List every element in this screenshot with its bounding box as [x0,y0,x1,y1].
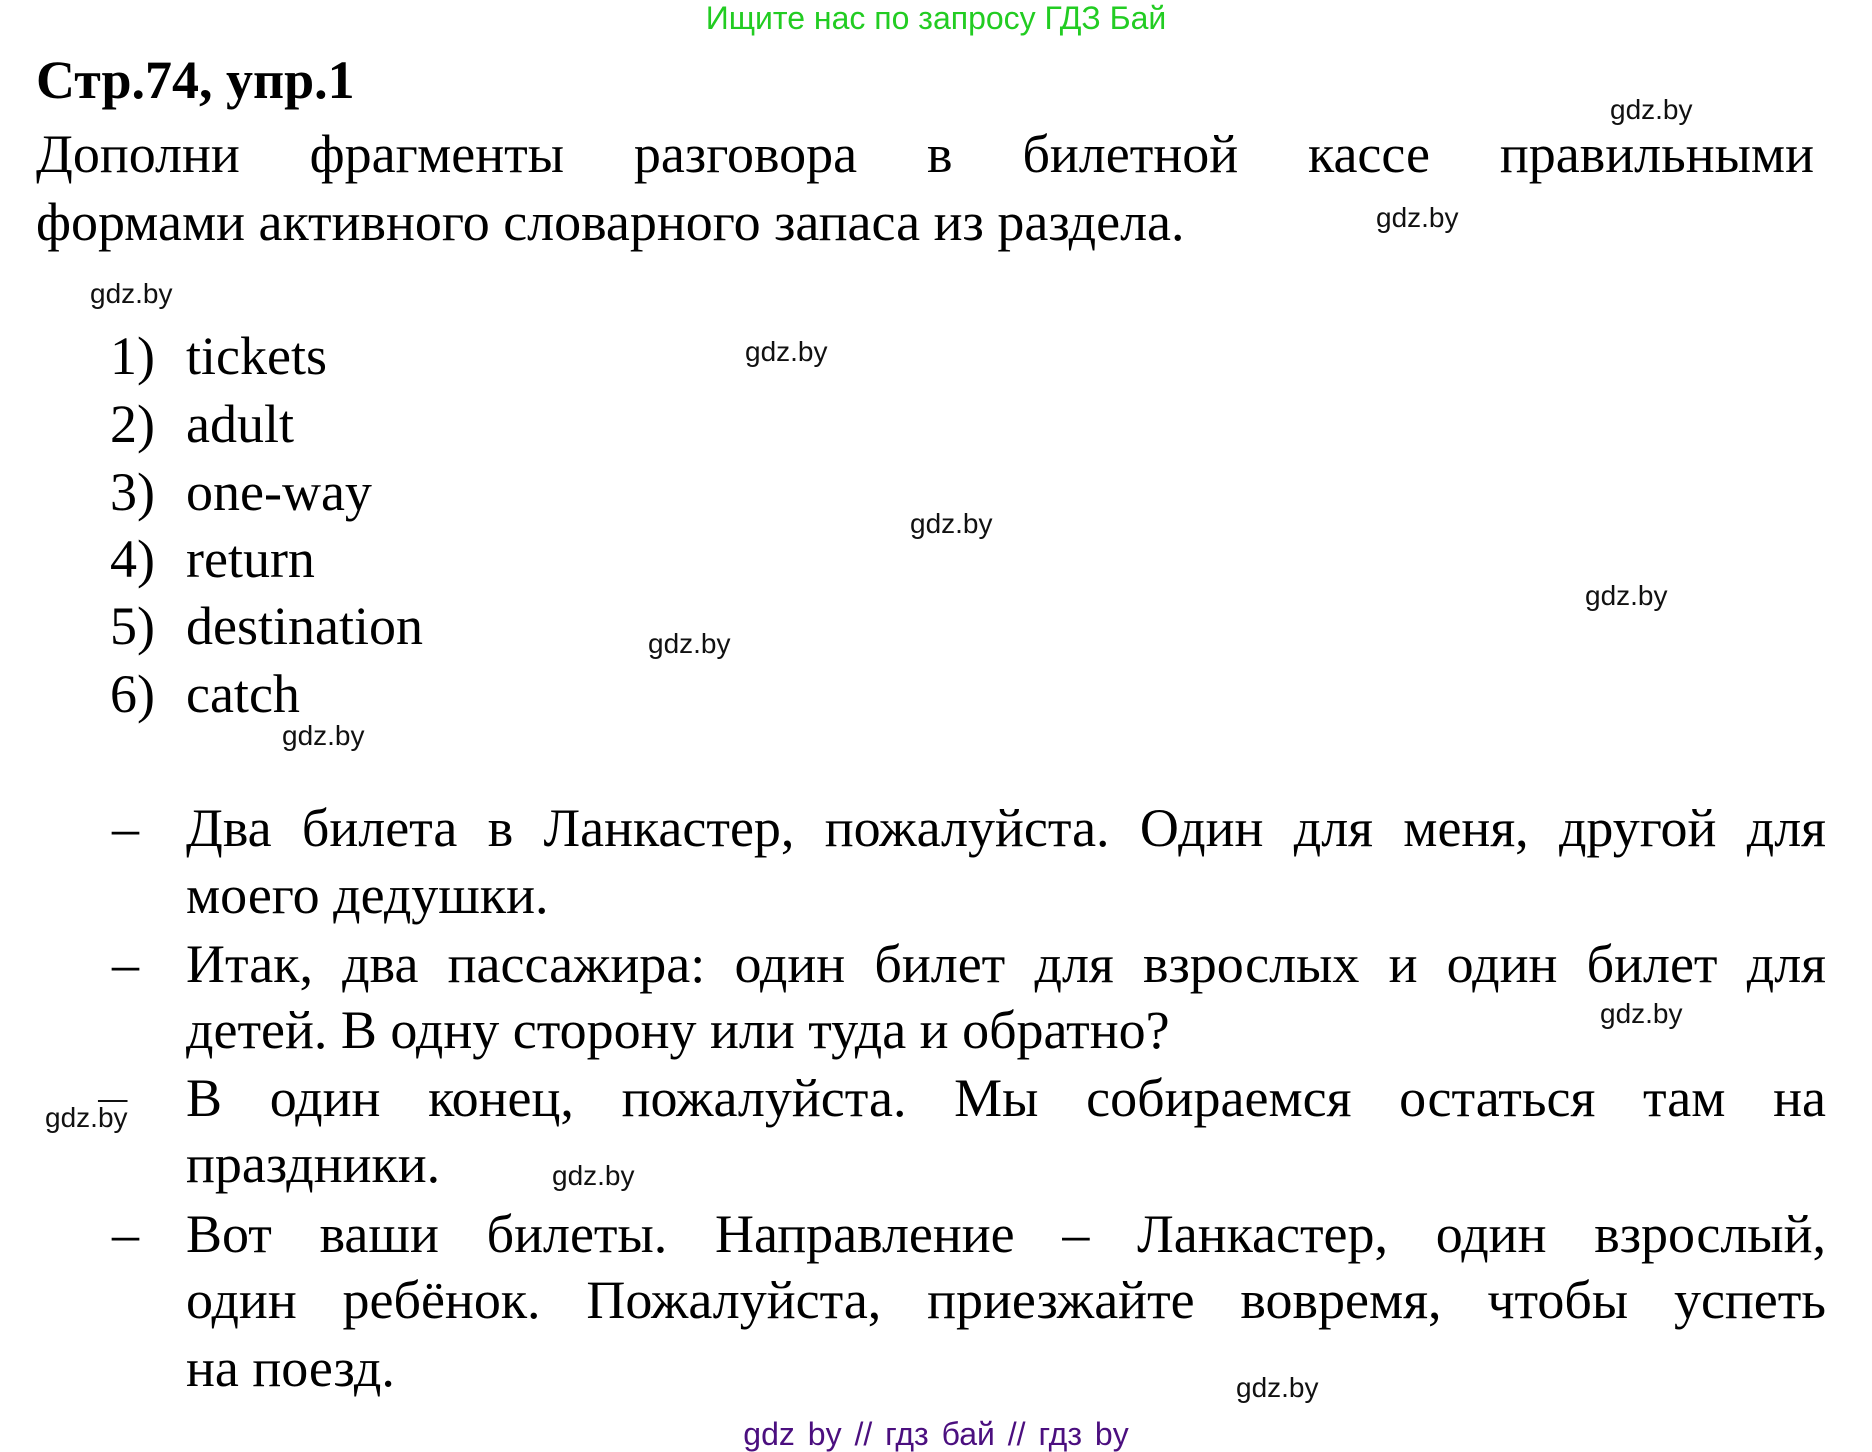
dialogue-dash: – [112,1204,139,1264]
exercise-title: Стр.74, упр.1 [36,50,355,110]
dialogue-dash: – [112,934,139,994]
watermark: gdz.by [1376,202,1459,233]
dialogue-line: моего дедушки. [186,865,549,925]
watermark-suffix: $\overline{by}$ [97,1102,128,1133]
dialogue-dash: – [112,798,139,858]
watermark: gdz.by [1585,580,1668,611]
watermark: gdz.by [90,278,173,309]
answer-word: one-way [186,462,372,522]
watermark: gdz.by [910,508,993,539]
answer-number: 2) [110,394,155,454]
dialogue-line: Итак, два пассажира: один билет для взрослых и один билет для [186,934,1826,994]
dialogue-line: один ребёнок. Пожалуйста, приезжайте вовремя, чтобы успеть [186,1270,1826,1330]
answer-word: tickets [186,326,327,386]
footer-links: gdz by // гдз бай // гдз by [743,1416,1129,1452]
watermark: gdz.by [1236,1372,1319,1403]
dialogue-line: на поезд. [186,1338,395,1398]
answer-word: adult [186,394,294,454]
watermark: gdz.by [745,336,828,367]
answer-word: catch [186,664,300,724]
answer-word: return [186,529,315,589]
answer-number: 3) [110,462,155,522]
watermark: gdz.by [552,1160,635,1191]
dialogue-line: праздники. [186,1134,441,1194]
watermark [45,1102,128,1134]
watermark: gdz.by [1600,998,1683,1029]
instruction-line-2: формами активного словарного запаса из раздела. [36,192,1185,252]
answer-number: 1) [110,326,155,386]
answer-number: 6) [110,664,155,724]
watermark: gdz.by [1610,94,1693,125]
answer-word: destination [186,596,423,656]
watermark: gdz.by [282,720,365,751]
watermark: gdz.by [648,628,731,659]
watermark-prefix: gdz. [45,1102,98,1133]
dialogue-line: Два билета в Ланкастер, пожалуйста. Один для меня, другой для [186,798,1826,858]
answer-number: 5) [110,596,155,656]
instruction-line-1: Дополни фрагменты разговора в билетной кассе правильными [36,124,1814,184]
dialogue-line: В один конец, пожалуйста. Мы собираемся остаться там на [186,1068,1826,1128]
top-banner: Ищите нас по запросу ГДЗ Бай [705,0,1167,36]
dialogue-line: Вот ваши билеты. Направление – Ланкастер, один взрослый, [186,1204,1826,1264]
dialogue-line: детей. В одну сторону или туда и обратно? [186,1000,1170,1060]
answer-number: 4) [110,529,155,589]
